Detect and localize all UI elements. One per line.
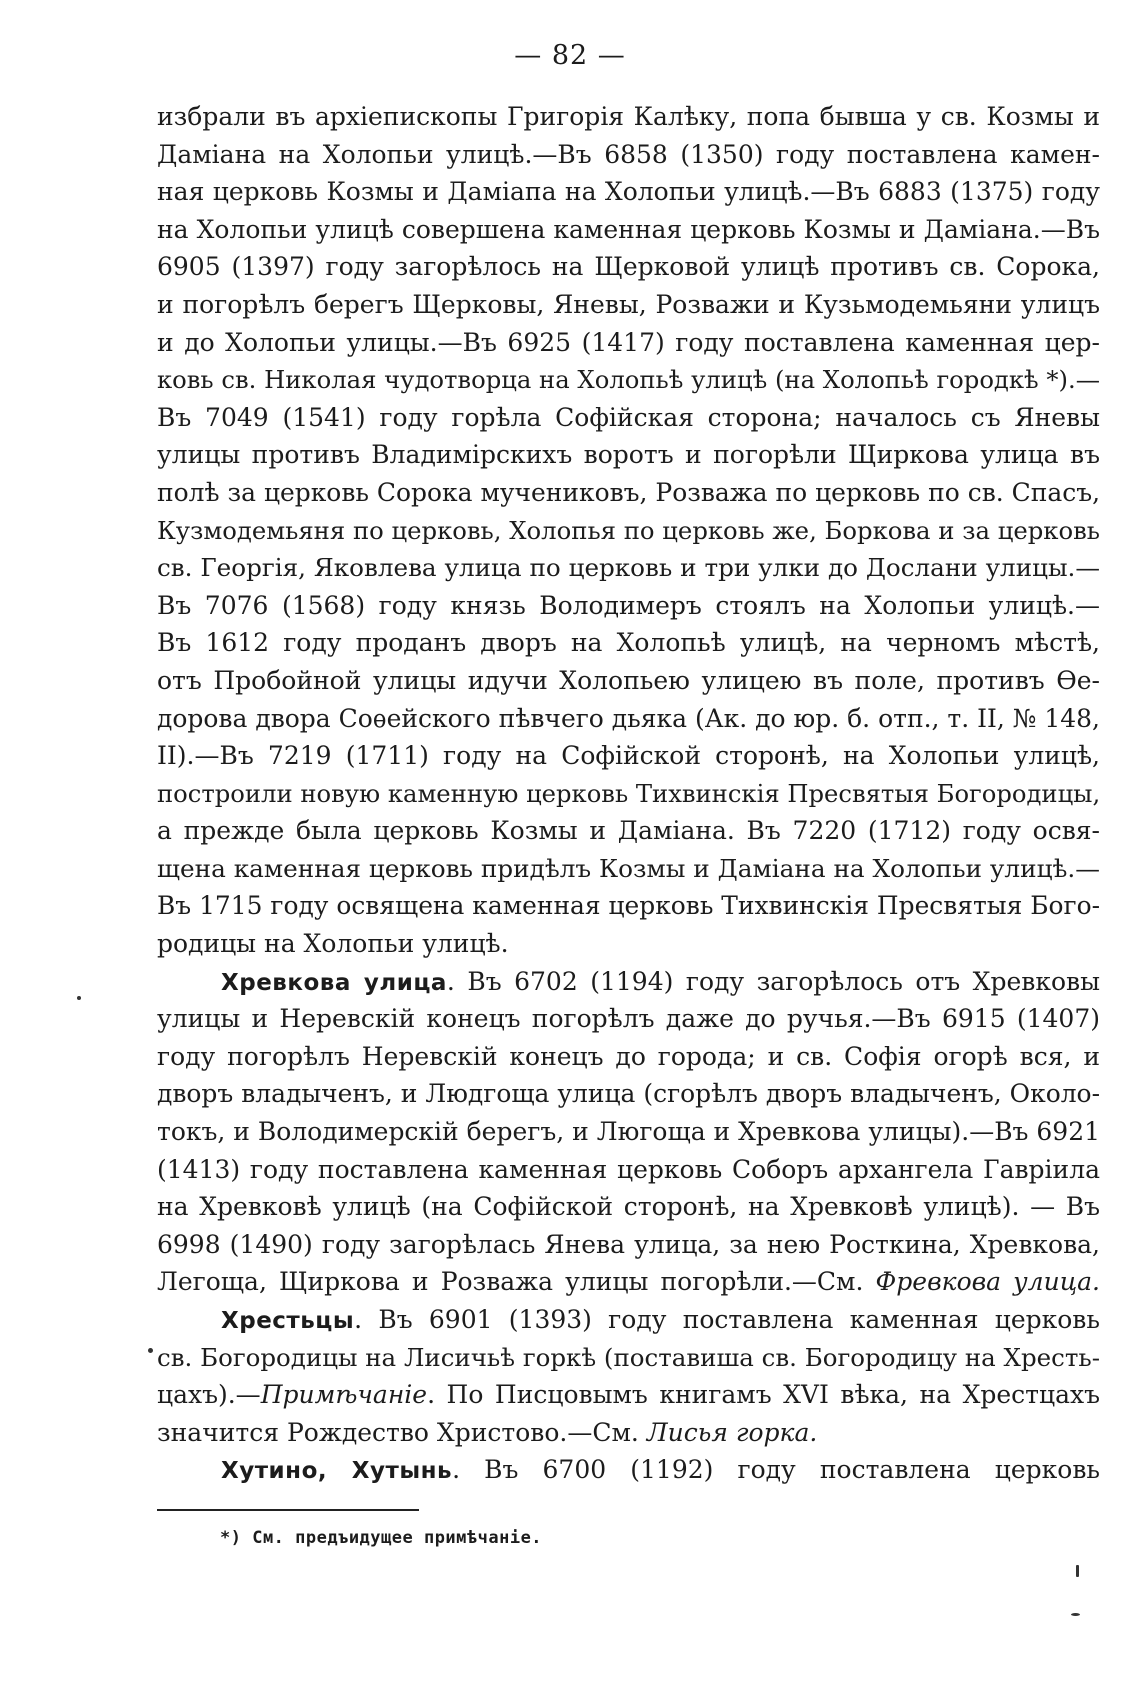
cross-reference: Фревкова улица. [875, 1267, 1100, 1297]
text-line: Въ 1715 году освящена каменная церковь Тихвинскія Пресвятыя Бого- [157, 891, 1100, 921]
text-line: ная церковь Козмы и Даміапа на Холопьи улицѣ.—Въ 6883 (1375) году [157, 177, 1100, 207]
text-line: дорова двора Соѳейского пѣвчего дьяка (Ак. до юр. б. отп., т. II, № 148, [157, 703, 1100, 733]
text-line: ковь св. Николая чудотворца на Холопьѣ улицѣ (на Холопьѣ городкѣ *).— [157, 365, 1100, 395]
text-line: св. Богородицы на Лисичьѣ горкѣ (поставиша св. Богородицу на Хресть- [157, 1342, 1100, 1372]
text-line: Легоща, Щиркова и Розважа улицы погорѣли.—См. Фревкова улица. [157, 1267, 1100, 1297]
text-line: Кузмодемьяня по церковь, Холопья по церковь же, Боркова и за церковь [157, 515, 1100, 545]
text-line: цахъ).—Примѣчаніе. По Писцовымъ книгамъ XVI вѣка, на Хрестцахъ [157, 1380, 1100, 1410]
text-line: Въ 7049 (1541) году горѣла Софійская сторона; началось съ Яневы [157, 402, 1100, 432]
text-line: родицы на Холопьи улицѣ. [157, 929, 509, 959]
text-line: II).—Въ 7219 (1711) году на Софійской сторонѣ, на Холопьи улицѣ, [157, 741, 1100, 771]
text-line: избрали въ архіепископы Григорія Калѣку, попа бывша у св. Козмы и [157, 102, 1100, 131]
text-line: на Холопьи улицѣ совершена каменная церковь Козмы и Даміана.—Въ [157, 214, 1100, 244]
entry-first-line: Хутино, Хутынь. Въ 6700 (1192) году поставлена церковь [221, 1455, 1100, 1485]
note-label: Примѣчаніе [260, 1380, 428, 1410]
text-line: улицы противъ Владимірскихъ воротъ и погорѣли Щиркова улица въ [157, 440, 1100, 470]
text-line: токъ, и Володимерскій берегъ, и Люгоща и Хревкова улицы).—Въ 6921 [157, 1117, 1100, 1147]
cross-reference: Лисья горка. [646, 1417, 818, 1447]
text-line: и погорѣлъ берегъ Щерковы, Яневы, Розважи и Кузьмодемьяни улицъ [157, 289, 1100, 319]
text-line: и до Холопьи улицы.—Въ 6925 (1417) году поставлена каменная цер- [157, 327, 1100, 357]
text-line: Даміана на Холопьи улицѣ.—Въ 6858 (1350) году поставлена камен- [157, 139, 1100, 169]
text-line: Въ 7076 (1568) году князь Володимеръ стоялъ на Холопьи улицѣ.— [157, 590, 1100, 620]
scan-speck [77, 996, 81, 1000]
text-line: 6998 (1490) году загорѣлась Янева улица, за нею Росткина, Хревкова, [157, 1229, 1100, 1259]
footnote: *) См. предъидущее примѣчаніе. [220, 1528, 543, 1548]
text-line: году погорѣлъ Неревскій конецъ до города; и св. Софія огорѣ вся, и [157, 1041, 1100, 1071]
scan-speck [1071, 1613, 1080, 1616]
body-text [157, 98, 1100, 1489]
text-line: св. Георгія, Яковлева улица по церковь и три улки до Дослани улицы.— [157, 553, 1100, 583]
text-line: а прежде была церковь Козмы и Даміана. Въ 7220 (1712) году освя- [157, 816, 1100, 846]
entry-first-line: Хревкова улица. Въ 6702 (1194) году загорѣлось отъ Хревковы [221, 966, 1100, 996]
text-line: 6905 (1397) году загорѣлось на Щерковой улицѣ противъ св. Сорока, [157, 252, 1100, 282]
entry-heading: Хутино, Хутынь [221, 1458, 453, 1485]
text-line: дворъ владыченъ, и Людгоща улица (сгорѣлъ дворъ владыченъ, Около- [157, 1079, 1100, 1109]
entry-first-line: Хрестьцы. Въ 6901 (1393) году поставлена каменная церковь [221, 1305, 1100, 1334]
footnote-divider [157, 1509, 419, 1511]
text-line: Въ 1612 году проданъ дворъ на Холопьѣ улицѣ, на черномъ мѣстѣ, [157, 628, 1100, 658]
entry-heading: Хревкова улица [221, 969, 447, 996]
text-line: значится Рождество Христово.—См. Лисья горка. [157, 1417, 818, 1447]
text-line: построили новую каменную церковь Тихвинскія Пресвятыя Богородицы, [157, 778, 1100, 808]
page-number: — 82 — [514, 40, 626, 71]
text-line: полѣ за церковь Сорока мучениковъ, Розважа по церковь по св. Спасъ, [157, 477, 1100, 507]
text-line: (1413) году поставлена каменная церковь Соборъ архангела Гавріила [157, 1154, 1100, 1184]
entry-heading: Хрестьцы [221, 1308, 355, 1334]
scan-speck [148, 1348, 153, 1353]
scan-speck [1076, 1565, 1079, 1577]
text-line: отъ Пробойной улицы идучи Холопьею улицею въ поле, противъ Ѳе- [157, 665, 1100, 695]
text-line: улицы и Неревскій конецъ погорѣлъ даже до ручья.—Въ 6915 (1407) [157, 1004, 1100, 1034]
text-line: щена каменная церковь придѣлъ Козмы и Даміана на Холопьи улицѣ.— [157, 853, 1100, 883]
text-line: на Хревковѣ улицѣ (на Софійской сторонѣ, на Хревковѣ улицѣ). — Въ [157, 1192, 1100, 1222]
